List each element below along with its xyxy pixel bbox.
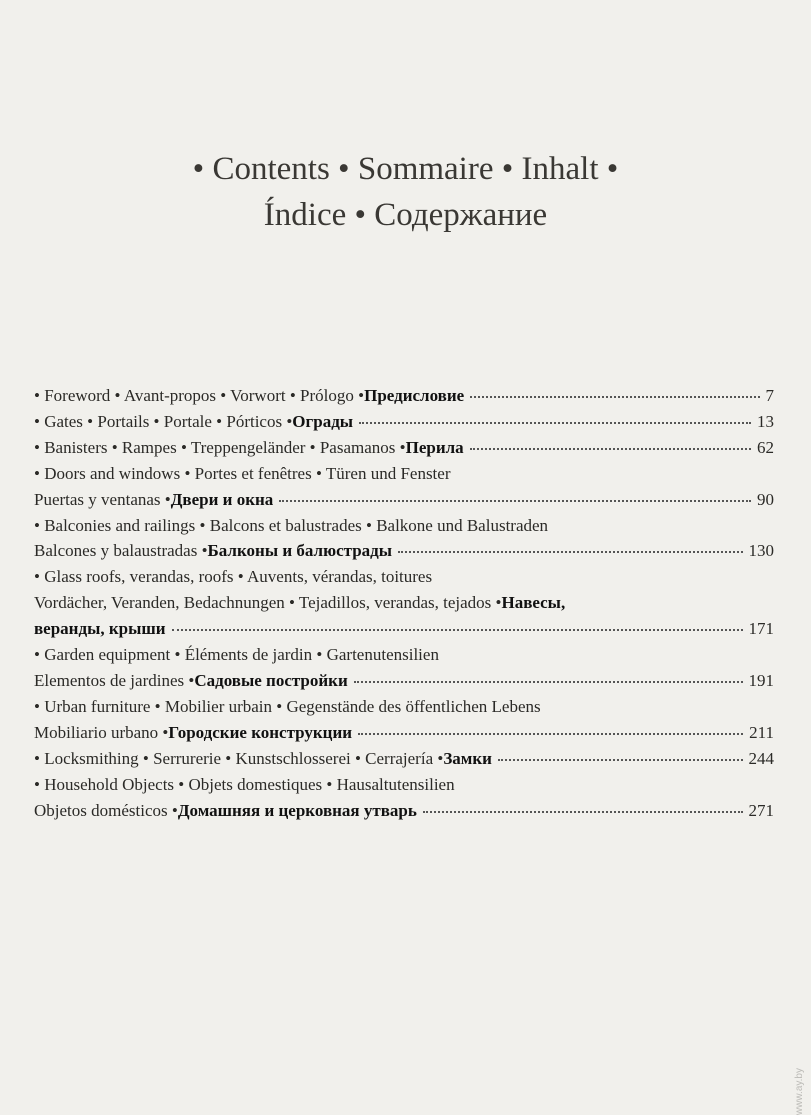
toc-text: • Household Objects • Objets domestiques • Hausaltutensilien — [34, 774, 455, 794]
title-line-2: Índice • Содержание — [263, 197, 548, 233]
toc-line — [34, 513, 774, 539]
page-number: 130 — [748, 541, 774, 561]
toc-russian-title: Навесы, — [501, 593, 566, 613]
toc-russian-title: Садовые постройки — [194, 670, 348, 690]
page-number: 13 — [757, 411, 774, 431]
toc-entry — [34, 409, 774, 435]
toc-entry — [34, 694, 774, 746]
toc-russian-title: Балконы и балюстрады — [207, 541, 393, 561]
title-line-1: • Contents • Sommaire • Inhalt • — [192, 151, 619, 187]
dot-leader — [470, 396, 759, 398]
toc-line — [34, 409, 774, 435]
toc-entry — [34, 461, 774, 513]
toc-entry — [34, 513, 774, 565]
toc-line — [34, 538, 774, 564]
toc-russian-title: Ограды — [292, 411, 354, 431]
toc-line — [34, 772, 774, 798]
toc-russian-title: Домашняя и церковная утварь — [177, 800, 417, 820]
page-number: 244 — [748, 748, 774, 768]
page-number: 90 — [757, 489, 774, 509]
dot-leader — [358, 733, 743, 735]
toc-entry — [34, 435, 774, 461]
dot-leader — [359, 422, 751, 424]
toc-line — [34, 668, 774, 694]
toc-entry — [34, 746, 774, 772]
toc-text: • Foreword • Avant-propos • Vorwort • Prólogo • — [34, 386, 365, 405]
toc-text: • Doors and windows • Portes et fenêtres • Türen und Fenster — [34, 463, 451, 483]
toc-russian-title: Двери и окна — [170, 489, 274, 509]
toc-text: • Urban furniture • Mobilier urbain • Gegenstände des öffentlichen Lebens — [34, 696, 541, 716]
toc-text: Objetos domésticos • — [34, 800, 178, 820]
toc-text: • Locksmithing • Serrurerie • Kunstschlosserei • Cerrajería • — [34, 748, 444, 768]
toc-entry — [34, 383, 774, 409]
toc-text: Puertas y ventanas • — [34, 489, 171, 509]
toc-line — [34, 564, 774, 590]
toc-line — [34, 590, 774, 616]
toc-text: Vordächer, Veranden, Bedachnungen • Tejadillos, verandas, tejados • — [34, 593, 502, 613]
dot-leader — [354, 681, 743, 683]
toc-russian-title: Перила — [405, 437, 464, 457]
toc-line — [34, 461, 774, 487]
toc-line — [34, 642, 774, 668]
toc-line — [34, 798, 774, 824]
dot-leader — [172, 629, 743, 631]
toc-entry — [34, 564, 774, 642]
page-number: 171 — [748, 619, 774, 639]
page-number: 62 — [757, 437, 774, 457]
toc-entry — [34, 772, 774, 824]
toc-russian-title: Предисловие — [364, 386, 465, 405]
dot-leader — [279, 500, 751, 502]
toc-text: • Banisters • Rampes • Treppengeländer • Pasamanos • — [34, 437, 406, 457]
dot-leader — [470, 448, 751, 450]
dot-leader — [498, 759, 743, 761]
dot-leader — [398, 551, 742, 553]
table-of-contents — [34, 383, 774, 823]
toc-text: Elementos de jardines • — [34, 670, 195, 690]
toc-line — [34, 383, 774, 409]
toc-line — [34, 487, 774, 513]
toc-russian-title: Замки — [443, 748, 492, 768]
page-title — [0, 146, 811, 238]
toc-line — [34, 435, 774, 461]
toc-text: • Gates • Portails • Portale • Pórticos • — [34, 411, 293, 431]
toc-text: Mobiliario urbano • — [34, 722, 169, 742]
page-number: 211 — [749, 722, 774, 742]
toc-line — [34, 720, 774, 746]
watermark: www.ay.by — [794, 1068, 805, 1115]
toc-text: • Garden equipment • Éléments de jardin • Gartenutensilien — [34, 645, 439, 665]
toc-russian-title: веранды, крыши — [34, 619, 166, 639]
toc-text: • Glass roofs, verandas, roofs • Auvents, vérandas, toitures — [34, 567, 433, 587]
page-number: 7 — [765, 386, 774, 405]
dot-leader — [423, 811, 743, 813]
toc-russian-title: Городские конструкции — [168, 722, 353, 742]
toc-entry — [34, 642, 774, 694]
toc-text: Balcones y balaustradas • — [34, 541, 208, 561]
toc-text: • Balconies and railings • Balcons et balustrades • Balkone und Balustraden — [34, 515, 549, 535]
toc-line — [34, 746, 774, 772]
toc-line — [34, 616, 774, 642]
toc-line — [34, 694, 774, 720]
page-number: 191 — [748, 670, 774, 690]
page-number: 271 — [748, 800, 774, 820]
